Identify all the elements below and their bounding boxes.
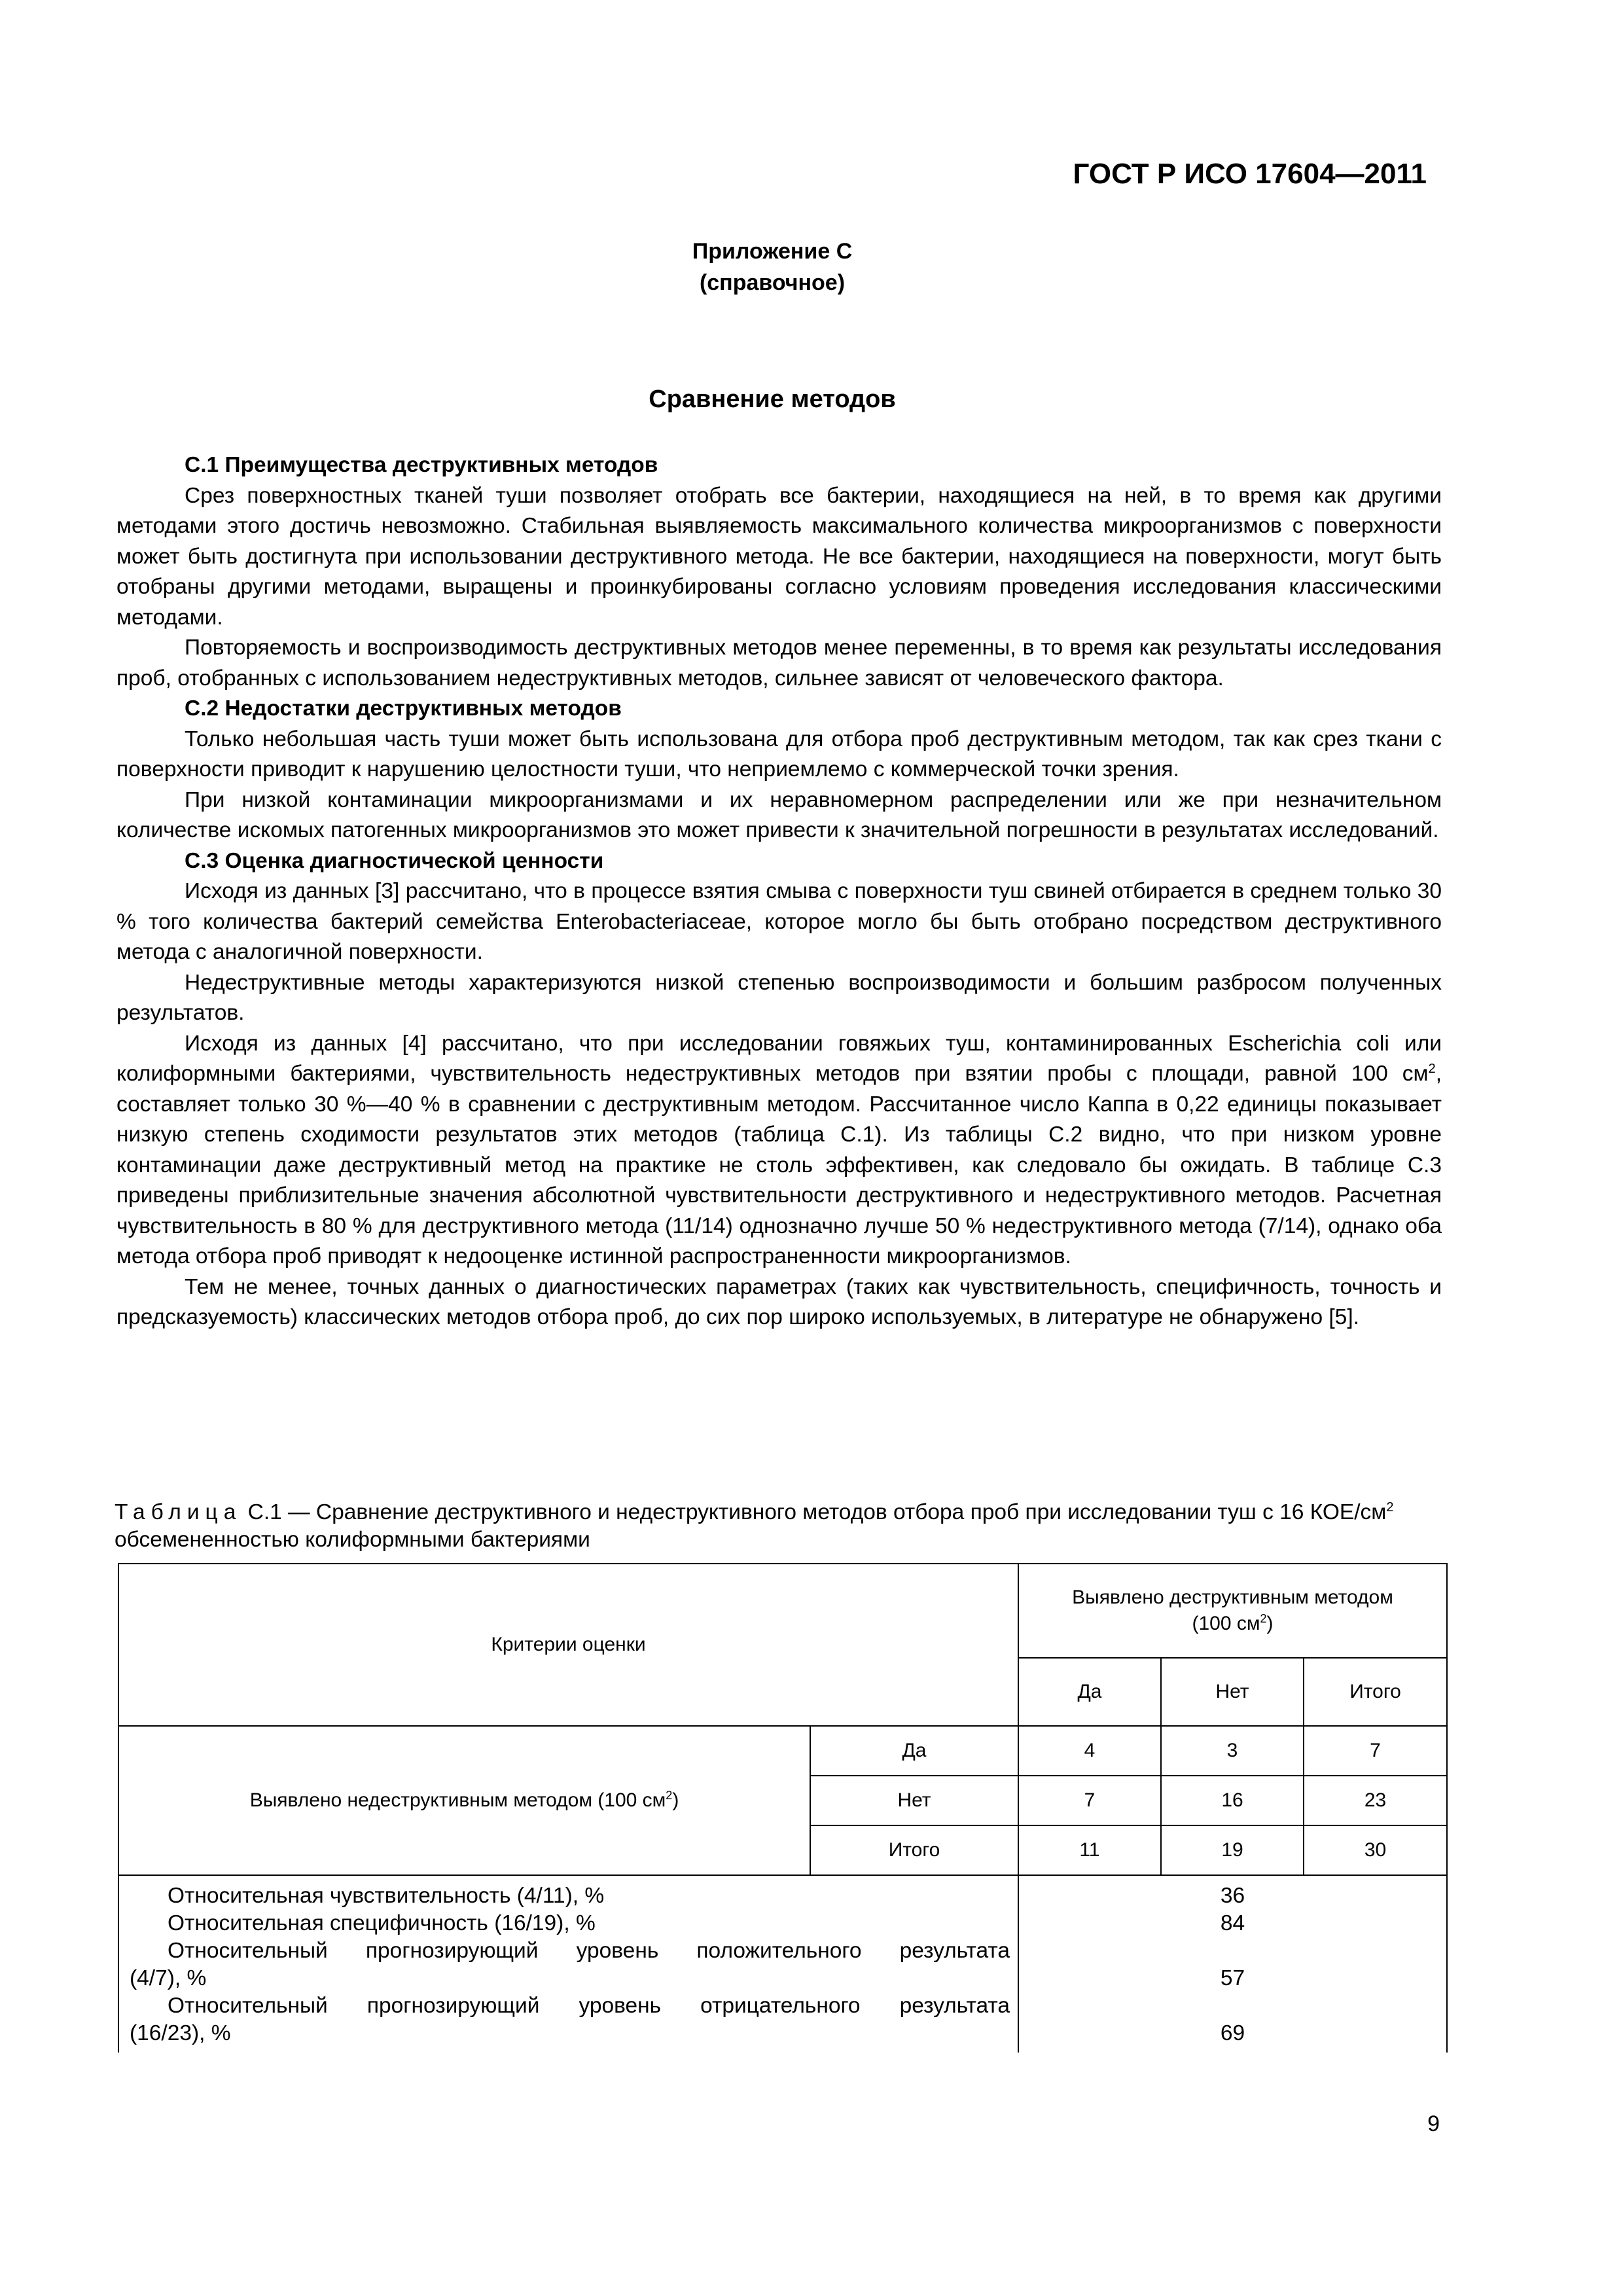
text-run: Выявлено недеструктивным методом (100 см (249, 1789, 666, 1811)
section-c3-paragraph: Исходя из данных [3] рассчитано, что в процессе взятия смыва с поверхности туш свиней отбирается в среднем только 30 % того количества бактерий семейства Enterobacteriaceae, которое могло бы быть отобрано посредством деструктивного метода с аналогичной поверхности. (116, 879, 1442, 964)
comparison-table-grid (118, 1563, 1448, 2053)
summary-labels (118, 1875, 1018, 2053)
comparison-table (118, 1563, 1446, 2053)
table-caption-label: Таблица (115, 1500, 242, 1524)
row-label: Итого (810, 1825, 1018, 1875)
superscript: 2 (1260, 1612, 1267, 1625)
text-run: (100 см (1192, 1613, 1260, 1634)
table-cell: 19 (1161, 1825, 1304, 1875)
table-cell: 4 (1018, 1726, 1161, 1776)
section-c1-paragraph: Срез поверхностных тканей туши позволяет отобрать все бактерии, находящиеся на ней, в то время как другими методами этого достичь невозможно. Стабильная выявляемость максимального количества микроорганизмов с поверхности может быть достигнута при использовании деструктивного метода. Не все бактерии, находящиеся на поверхности, могут быть отобраны другими методами, выращены и проинкубированы согласно условиям проведения исследования классическими методами. (116, 483, 1442, 630)
text-run: Исходя из данных [4] рассчитано, что при исследовании говяжьих туш, контаминированных Escherichia coli или колиформными бактериями, чувствительность недеструктивных методов при взятии пробы с площади, равной 100 см (116, 1031, 1442, 1086)
summary-spacer (1019, 1992, 1446, 2020)
table-cell: 30 (1304, 1825, 1447, 1875)
table-cell: 16 (1161, 1776, 1304, 1825)
section-c3-paragraph: Тем не менее, точных данных о диагностических параметрах (таких как чувствительность, специфичность, точность и предсказуемость) классических методов отбора проб, до сих пор широко используемых, в литературе не обнаружено [5]. (116, 1274, 1442, 1329)
table-row (118, 1726, 1447, 1776)
table-cell: 11 (1018, 1825, 1161, 1875)
appendix-subtitle: (справочное) (699, 270, 846, 295)
column-header-total: Итого (1304, 1658, 1447, 1726)
summary-line: Относительная специфичность (16/19), % (168, 1911, 596, 1935)
criteria-header: Критерии оценки (118, 1564, 1018, 1726)
summary-line: Относительный прогнозирующий уровень положительного результата (168, 1939, 1010, 1963)
table-cell: 23 (1304, 1776, 1447, 1825)
superscript: 2 (666, 1789, 673, 1802)
summary-line: Относительная чувствительность (4/11), % (168, 1884, 605, 1908)
summary-values (1018, 1875, 1447, 2053)
table-caption (115, 1499, 1443, 1554)
section-c2-heading: С.2 Недостатки деструктивных методов (185, 696, 622, 721)
summary-line: (16/23), % (130, 2021, 231, 2045)
section-c3-paragraph: Недеструктивные методы характеризуются низкой степенью воспроизводимости и большим разбросом полученных результатов. (116, 970, 1442, 1025)
appendix-heading (510, 236, 1034, 298)
table-caption-text: обсемененностью колиформными бактериями (115, 1528, 590, 1552)
section-c3-paragraph (116, 1029, 1442, 1272)
table-caption-text: С.1 — Сравнение деструктивного и недеструктивного методов отбора проб при исследовании туш с 16 КОЕ/см (241, 1500, 1387, 1524)
column-header-no: Нет (1161, 1658, 1304, 1726)
section-c1-paragraph: Повторяемость и воспроизводимость деструктивных методов менее переменны, в то время как результаты исследования проб, отобранных с использованием недеструктивных методов, сильнее зависят от человеческого фактора. (116, 636, 1442, 691)
summary-line: Относительный прогнозирующий уровень отрицательного результата (168, 1994, 1010, 2018)
page-number: 9 (1427, 2111, 1440, 2136)
summary-line: (4/7), % (130, 1966, 207, 1990)
body-text (116, 450, 1442, 1333)
section-c1-heading: С.1 Преимущества деструктивных методов (185, 453, 658, 477)
text-run: ) (672, 1789, 679, 1811)
destructive-method-header (1018, 1564, 1447, 1658)
table-cell: 7 (1018, 1776, 1161, 1825)
nondestructive-method-label (118, 1726, 810, 1875)
appendix-title: Приложение С (692, 239, 853, 264)
document-id: ГОСТ Р ИСО 17604—2011 (1073, 158, 1427, 190)
column-header-yes: Да (1018, 1658, 1161, 1726)
table-cell: 3 (1161, 1726, 1304, 1776)
destructive-method-header-line: Выявлено деструктивным методом (1072, 1587, 1393, 1608)
section-c3-heading: С.3 Оценка диагностической ценности (185, 848, 604, 873)
row-label: Нет (810, 1776, 1018, 1825)
superscript: 2 (1428, 1061, 1436, 1076)
summary-value: 36 (1220, 1884, 1245, 1908)
summary-value: 57 (1220, 1966, 1245, 1990)
summary-value: 84 (1220, 1911, 1245, 1935)
table-cell: 7 (1304, 1726, 1447, 1776)
text-run: , составляет только 30 %—40 % в сравнении с деструктивным методом. Рассчитанное число Каппа в 0,22 единицы показывает низкую степень сходимости результатов этих методов (таблица С.1). Из таблицы С.2 видно, что при низком уровне контаминации даже деструктивный метод на практике не столь эффективен, как следовало бы ожидать. В таблице С.3 приведены приблизительные значения абсолютной чувствительности деструктивного и недеструктивного методов. Расчетная чувствительность в 80 % для деструктивного метода (11/14) однозначно лучше 50 % недеструктивного метода (7/14), однако оба метода отбора проб приводят к недооценке истинной распространенности микроорганизмов. (116, 1062, 1442, 1268)
section-title: Сравнение методов (649, 386, 896, 413)
summary-spacer (1019, 1937, 1446, 1965)
section-c2-paragraph: Только небольшая часть туши может быть использована для отбора проб деструктивным методом, так как срез ткани с поверхности приводит к нарушению целостности туши, что неприемлемо с коммерческой точки зрения. (116, 726, 1442, 781)
text-run: ) (1266, 1613, 1274, 1634)
superscript: 2 (1386, 1499, 1394, 1515)
destructive-method-header-line (1026, 1611, 1440, 1637)
section-c2-paragraph: При низкой контаминации микроорганизмами и их неравномерном распределении или же при незначительном количестве искомых патогенных микроорганизмов это может привести к значительной погрешности в результатах исследований. (116, 787, 1442, 842)
table-row (118, 1875, 1447, 2053)
summary-value: 69 (1220, 2021, 1245, 2045)
row-label: Да (810, 1726, 1018, 1776)
